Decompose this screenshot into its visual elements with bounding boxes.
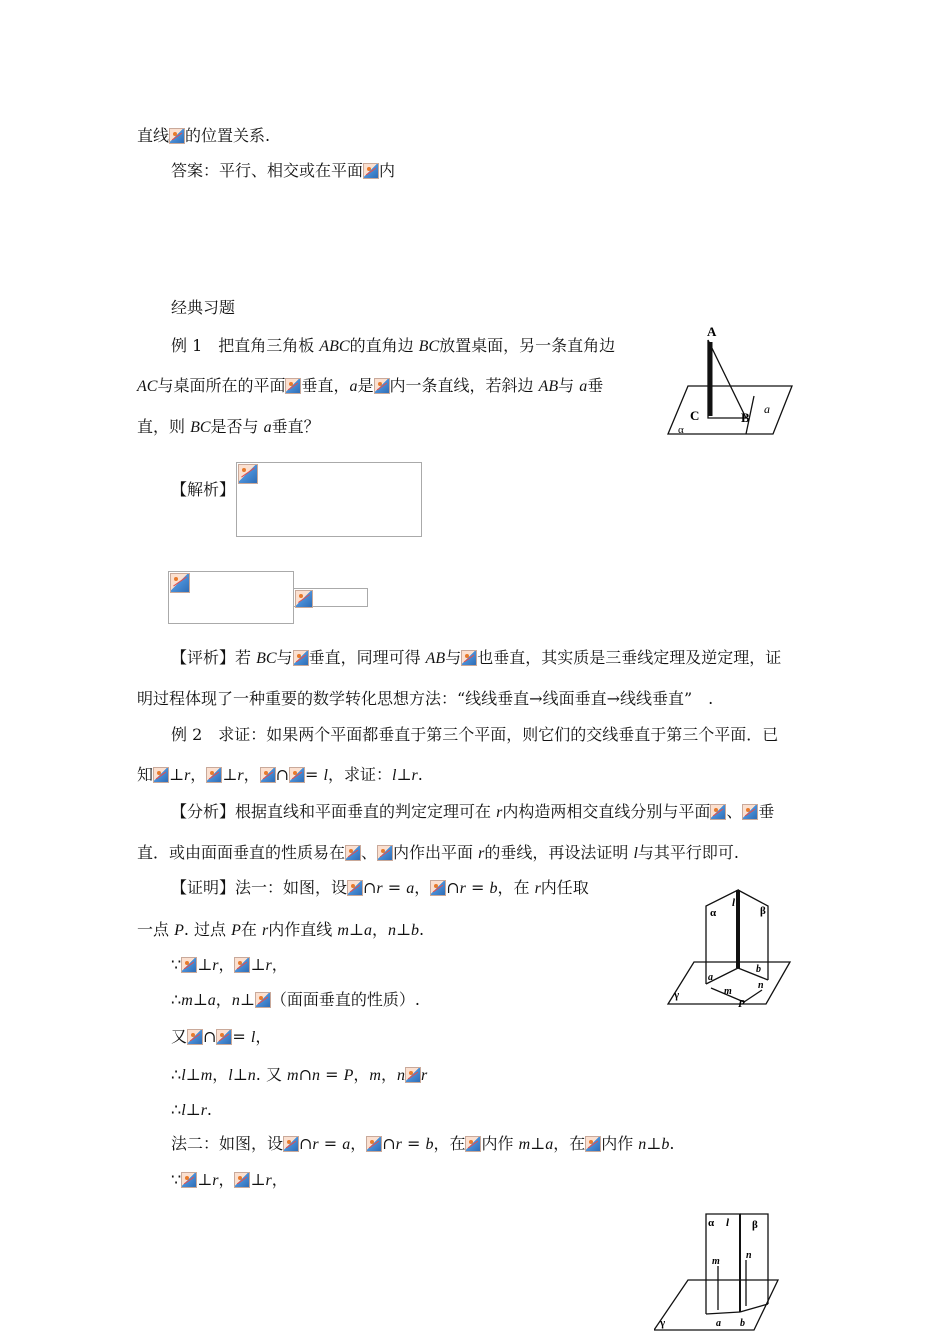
formula-image-icon xyxy=(181,1172,197,1188)
proof-step2 xyxy=(171,990,420,1011)
text-segment: ∩ xyxy=(446,878,460,897)
math-var: r xyxy=(312,1136,319,1153)
math-var: a xyxy=(263,419,272,436)
text-segment: ， xyxy=(218,1170,235,1189)
math-var: m xyxy=(369,1067,381,1084)
formula-image-icon xyxy=(216,1029,232,1045)
math-var: a xyxy=(207,992,216,1009)
text-segment: ∩ xyxy=(275,765,290,784)
text-segment: 放置桌面，另一条直角边 xyxy=(439,336,616,355)
fig1-label-a: a xyxy=(764,402,770,416)
formula-image-icon xyxy=(169,128,185,144)
math-var: m xyxy=(337,922,349,939)
text-segment: . xyxy=(417,765,423,784)
proof-step5 xyxy=(171,1100,212,1121)
analysis2-line1 xyxy=(171,802,774,823)
formula-image-icon xyxy=(283,1136,299,1152)
math-var: r xyxy=(184,767,191,784)
text-segment: = xyxy=(232,1027,251,1046)
text-segment: ⊥ xyxy=(396,765,412,784)
formula-image-icon xyxy=(430,880,446,896)
analysis2-line2 xyxy=(137,843,739,864)
text-segment: ， xyxy=(350,1134,367,1153)
text-segment: ∩ xyxy=(299,1134,313,1153)
proof-step3 xyxy=(171,1027,271,1048)
text-segment: 内作直线 xyxy=(268,920,338,939)
text-segment: ⊥ xyxy=(197,1170,213,1189)
math-var: n xyxy=(396,1067,405,1084)
text-segment: . xyxy=(206,1100,213,1119)
math-var: BC xyxy=(190,419,211,436)
fig2-label-a: a xyxy=(708,972,713,983)
math-var: a xyxy=(579,378,588,395)
formula-image-icon xyxy=(710,804,726,820)
math-var: b xyxy=(661,1136,670,1153)
text-segment: ∵ xyxy=(171,1170,182,1189)
text-segment: 【分析】根据直线和平面垂直的判定定理可在 xyxy=(171,802,497,821)
example1-line1 xyxy=(171,336,615,357)
text-segment: 、 xyxy=(726,802,743,821)
text-segment: ∴ xyxy=(171,1065,182,1084)
formula-image-icon xyxy=(405,1067,421,1083)
math-var: m xyxy=(200,1067,213,1084)
math-var: r xyxy=(237,767,244,784)
text-segment: 一点 xyxy=(137,920,175,939)
text-segment: ， xyxy=(271,955,288,974)
text-segment: ，在 xyxy=(497,878,535,897)
analysis-label: 【解析】 xyxy=(171,480,236,499)
text-segment: ⊥ xyxy=(250,955,266,974)
text-segment: 垂 xyxy=(758,802,775,821)
formula-image-icon xyxy=(347,880,363,896)
proof-step1 xyxy=(171,955,288,976)
text-segment: 法二：如图，设 xyxy=(171,1134,284,1153)
text-segment: ⊥ xyxy=(250,1170,266,1189)
formula-image-icon xyxy=(293,650,309,666)
text-segment: ⊥ xyxy=(348,920,364,939)
math-var: r xyxy=(265,1172,272,1189)
text-segment: ∴ xyxy=(171,1100,182,1119)
text-segment: 内作 xyxy=(601,1134,639,1153)
formula-image-icon xyxy=(255,992,271,1008)
answer-text-end: 内 xyxy=(379,161,396,180)
text-segment: ⊥ xyxy=(646,1134,662,1153)
text-segment: ∩ xyxy=(382,1134,396,1153)
text-segment: 又 xyxy=(171,1027,188,1046)
formula-image-icon xyxy=(238,464,258,484)
text-segment: 直线 xyxy=(137,126,170,145)
formula-image-icon xyxy=(234,957,250,973)
triangle-outline xyxy=(708,340,746,418)
math-var: r xyxy=(411,767,418,784)
text-segment: ⊥ xyxy=(530,1134,546,1153)
text-segment: 内作 xyxy=(481,1134,519,1153)
fig1-label-A: A xyxy=(707,324,717,339)
method2-line1 xyxy=(171,1134,674,1155)
fig2-label-gamma: γ xyxy=(674,989,680,1001)
text-segment: ， xyxy=(271,1170,288,1189)
math-var: b xyxy=(489,880,498,897)
text-segment: ⊥ xyxy=(185,1100,201,1119)
text-segment: ， xyxy=(212,1065,229,1084)
formula-image-icon xyxy=(285,378,301,394)
math-var: a xyxy=(363,922,372,939)
math-var: r xyxy=(212,1172,219,1189)
text-segment: ， xyxy=(414,878,431,897)
formula-image-icon xyxy=(260,767,276,783)
text-segment: = xyxy=(305,765,324,784)
comment-line2: 明过程体现了一种重要的数学转化思想方法：“线线垂直→线面垂直→线线垂直” . xyxy=(137,689,714,708)
analysis-image-box xyxy=(236,462,422,537)
math-var: a xyxy=(342,1136,351,1153)
formula-image-icon xyxy=(345,845,361,861)
text-segment: 【证明】法一：如图，设 xyxy=(171,878,348,897)
math-var: n xyxy=(387,922,396,939)
math-var: r xyxy=(395,1136,402,1153)
example2-line2 xyxy=(137,765,423,786)
text-segment: 垂直， xyxy=(301,376,350,395)
text-segment: 知 xyxy=(137,765,154,784)
text-segment: = xyxy=(320,1065,344,1084)
math-var: n xyxy=(231,992,240,1009)
text-segment: 、 xyxy=(361,843,378,862)
formula-image-icon xyxy=(289,767,305,783)
section-title: 经典习题 xyxy=(171,298,236,317)
math-var: a xyxy=(349,378,358,395)
text-segment: ， xyxy=(215,990,232,1009)
text-segment: ∩ xyxy=(203,1027,217,1046)
text-segment: 也垂直，其实质是三垂线定理及逆定理，证 xyxy=(477,648,782,667)
math-var: P xyxy=(231,922,241,939)
text-segment: 内任取 xyxy=(540,878,589,897)
text-segment: 与 xyxy=(276,648,293,667)
formula-image-icon xyxy=(206,767,222,783)
text-segment: 垂 xyxy=(587,376,604,395)
fig3-label-m: m xyxy=(712,1256,720,1267)
math-var: BC xyxy=(256,650,277,667)
text-segment: ， xyxy=(353,1065,370,1084)
line-n xyxy=(744,990,762,1002)
math-var: r xyxy=(212,957,219,974)
text-segment: 在 xyxy=(240,920,263,939)
answer-line xyxy=(171,161,395,181)
math-var: r xyxy=(420,1067,428,1084)
text-segment: 的直角边 xyxy=(349,336,419,355)
text-line-intro xyxy=(137,126,270,146)
analysis-image-box-3 xyxy=(293,588,368,607)
text-segment: 与其平行即可. xyxy=(637,843,739,862)
fig3-label-n: n xyxy=(746,1250,752,1261)
fig3-label-alpha: α xyxy=(708,1217,715,1229)
math-var: r xyxy=(376,880,383,897)
text-segment: ， xyxy=(255,1027,272,1046)
math-var: AC xyxy=(137,378,158,395)
text-segment: ⊥ xyxy=(232,1065,248,1084)
fig2-label-P: P xyxy=(738,998,745,1008)
math-var: l xyxy=(181,1067,186,1084)
text-segment: ∩ xyxy=(363,878,377,897)
math-var: P xyxy=(343,1067,354,1084)
math-var: r xyxy=(478,845,485,862)
text-segment: 例 1 把直角三角板 xyxy=(171,336,320,355)
answer-text: 答案：平行、相交或在平面 xyxy=(171,161,364,180)
fig2-label-m: m xyxy=(724,986,732,997)
formula-image-icon xyxy=(742,804,758,820)
text-segment: . xyxy=(419,920,425,939)
text-segment: ⊥ xyxy=(222,765,238,784)
text-segment: ， xyxy=(243,765,260,784)
fig3-label-l: l xyxy=(726,1217,730,1229)
math-var: ABC xyxy=(319,338,350,355)
text-segment: ⊥ xyxy=(192,990,208,1009)
formula-image-icon xyxy=(153,767,169,783)
text-segment: ⊥ xyxy=(197,955,213,974)
fig1-label-alpha: α xyxy=(678,424,684,436)
text-segment: 是否与 xyxy=(210,417,264,436)
text-segment: ∴ xyxy=(171,990,182,1009)
fig1-label-B: B xyxy=(741,410,750,425)
formula-image-icon xyxy=(363,163,379,179)
text-segment: . 又 xyxy=(255,1065,288,1084)
math-var: l xyxy=(633,845,638,862)
text-segment: ⊥ xyxy=(395,920,412,939)
fig2-label-beta: β xyxy=(760,905,766,917)
proof-step4 xyxy=(171,1065,427,1086)
math-var: r xyxy=(262,922,269,939)
text-segment: ，求证： xyxy=(327,765,392,784)
text-segment: ⊥ xyxy=(169,765,185,784)
formula-image-icon xyxy=(377,845,393,861)
figure-planes-method2 xyxy=(654,1206,782,1340)
example2-line1: 例 2 求证：如果两个平面都垂直于第三个平面，则它们的交线垂直于第三个平面．已 xyxy=(171,725,779,744)
text-segment: ，在 xyxy=(553,1134,586,1153)
math-var: l xyxy=(323,767,328,784)
text-segment: 与桌面所在的平面 xyxy=(157,376,286,395)
formula-image-icon xyxy=(170,573,190,593)
line-a xyxy=(706,1312,740,1314)
text-segment: 的位置关系. xyxy=(185,126,271,145)
text-segment: ∩ xyxy=(298,1065,312,1084)
proof-line1 xyxy=(171,878,589,899)
text-segment: ， xyxy=(371,920,388,939)
formula-image-icon xyxy=(465,1136,481,1152)
text-segment: . 过点 xyxy=(183,920,232,939)
text-segment: 内作出平面 xyxy=(393,843,479,862)
fig3-label-beta: β xyxy=(752,1219,758,1231)
figure-planes-method1 xyxy=(666,884,794,1008)
text-segment: 直．或由面面垂直的性质易在 xyxy=(137,843,346,862)
math-var: m xyxy=(518,1136,531,1153)
plane-outline xyxy=(668,386,792,434)
math-var: AB xyxy=(425,650,446,667)
formula-image-icon xyxy=(181,957,197,973)
fig3-label-b: b xyxy=(740,1318,745,1329)
text-segment: 是 xyxy=(357,376,374,395)
fig2-label-b: b xyxy=(756,964,761,975)
fig3-label-a: a xyxy=(716,1318,721,1329)
math-var: b xyxy=(411,922,420,939)
math-var: a xyxy=(406,880,415,897)
formula-image-icon xyxy=(295,590,313,608)
math-var: r xyxy=(496,804,503,821)
math-var: l xyxy=(228,1067,233,1084)
text-segment: . xyxy=(669,1134,675,1153)
math-var: m xyxy=(181,992,193,1009)
formula-image-icon xyxy=(585,1136,601,1152)
fig3-label-gamma: γ xyxy=(660,1317,666,1329)
text-segment: 内一条直线，若斜边 xyxy=(389,376,539,395)
line-b xyxy=(738,968,768,980)
math-var: l xyxy=(250,1029,256,1046)
analysis-image-box-2 xyxy=(168,571,294,624)
text-segment: 【评析】若 xyxy=(171,648,257,667)
text-segment: ， xyxy=(218,955,235,974)
formula-image-icon xyxy=(234,1172,250,1188)
text-segment: ， xyxy=(190,765,207,784)
math-var: r xyxy=(534,880,541,897)
math-var: BC xyxy=(418,338,440,355)
math-var: n xyxy=(247,1067,256,1084)
text-segment: ⊥ xyxy=(185,1065,201,1084)
fig2-label-alpha: α xyxy=(710,907,717,919)
example1-line3 xyxy=(137,417,320,438)
text-segment: ，在 xyxy=(433,1134,466,1153)
text-segment: 内构造两相交直线分别与平面 xyxy=(502,802,711,821)
fig2-label-n: n xyxy=(758,980,764,991)
math-var: a xyxy=(545,1136,554,1153)
text-segment: = xyxy=(401,1134,426,1153)
formula-image-icon xyxy=(461,650,477,666)
text-segment: 垂直？ xyxy=(271,417,320,436)
math-var: r xyxy=(459,880,466,897)
comment-line1 xyxy=(171,648,781,669)
text-segment: ∵ xyxy=(171,955,182,974)
math-var: b xyxy=(425,1136,434,1153)
math-var: m xyxy=(287,1067,299,1084)
plane-beta xyxy=(738,890,768,980)
math-var: r xyxy=(200,1102,207,1119)
method2-step1 xyxy=(171,1170,288,1191)
formula-image-icon xyxy=(366,1136,382,1152)
math-var: n xyxy=(638,1136,647,1153)
fig2-label-l: l xyxy=(732,897,736,909)
text-segment: 的垂线，再设法证明 xyxy=(484,843,634,862)
example1-line2 xyxy=(137,376,603,397)
text-segment: （面面垂直的性质）. xyxy=(270,990,420,1009)
math-var: n xyxy=(312,1067,320,1084)
text-segment: ⊥ xyxy=(239,990,255,1009)
math-var: AB xyxy=(538,378,559,395)
text-segment: 垂直，同理可得 xyxy=(308,648,426,667)
text-segment: = xyxy=(382,878,407,897)
fig1-label-C: C xyxy=(690,408,700,423)
proof-line2 xyxy=(137,920,424,941)
text-segment: 直，则 xyxy=(137,417,191,436)
math-var: r xyxy=(265,957,272,974)
text-segment: 与 xyxy=(445,648,462,667)
math-var: l xyxy=(391,767,397,784)
text-segment: 与 xyxy=(558,376,580,395)
math-var: l xyxy=(181,1102,186,1119)
math-var: P xyxy=(174,922,184,939)
text-segment: = xyxy=(465,878,490,897)
plane-gamma xyxy=(668,962,790,1004)
formula-image-icon xyxy=(187,1029,203,1045)
figure-triangle-plane xyxy=(666,322,798,438)
text-segment: = xyxy=(318,1134,343,1153)
formula-image-icon xyxy=(374,378,390,394)
text-segment: ， xyxy=(380,1065,397,1084)
